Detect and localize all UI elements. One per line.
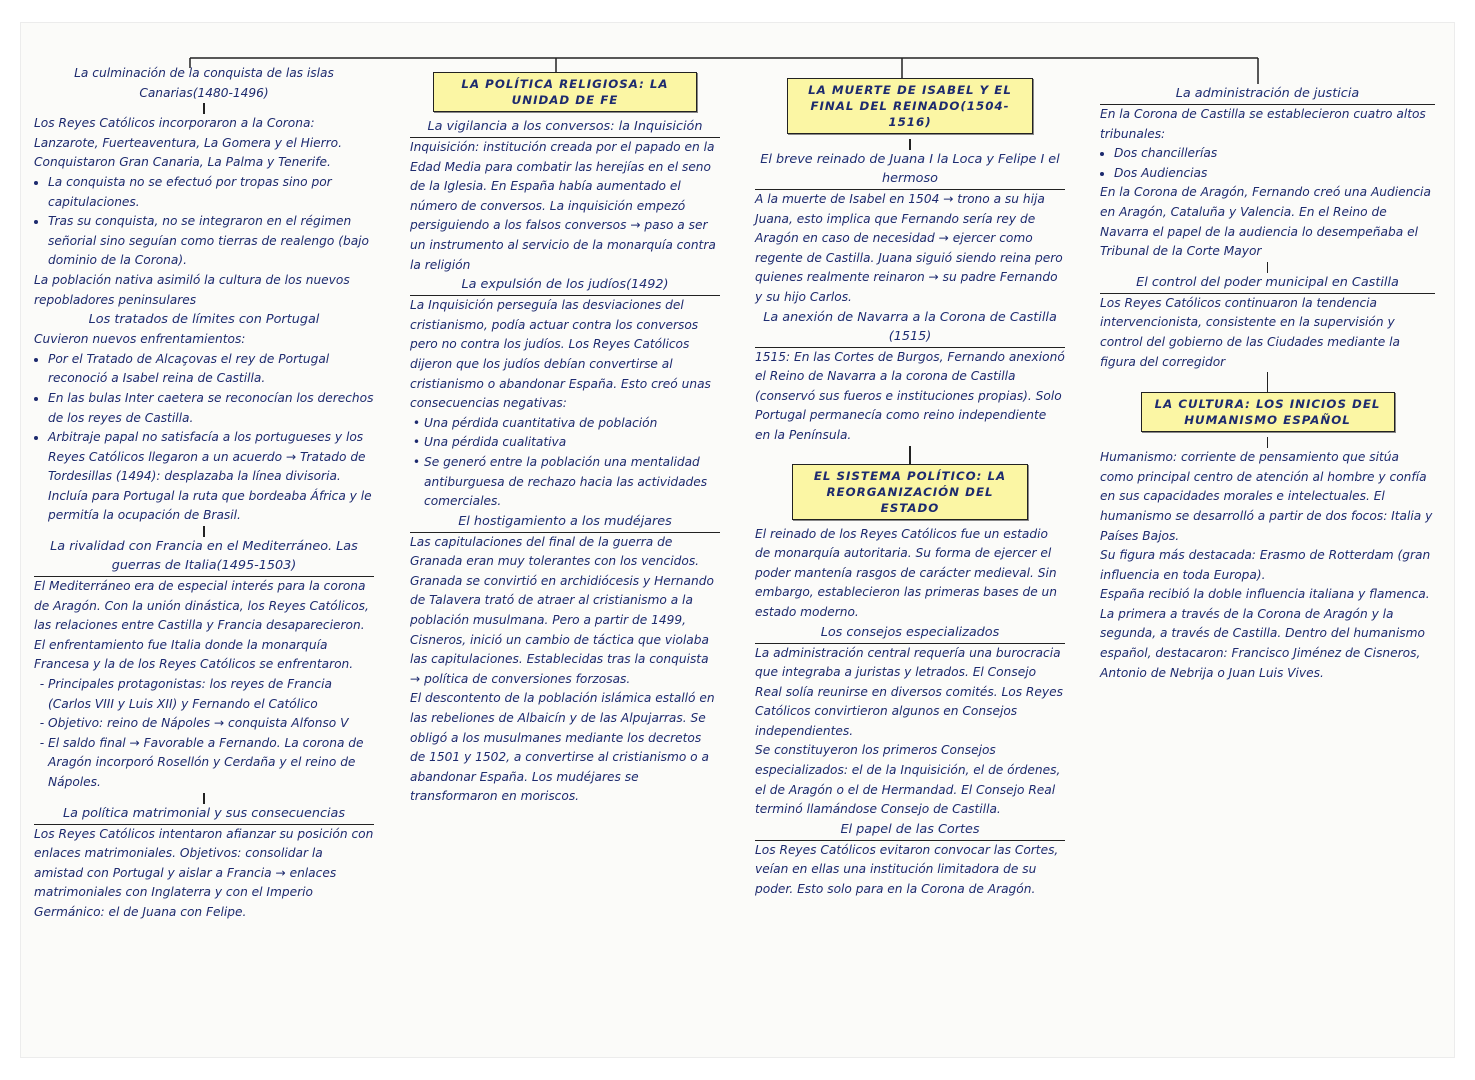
title-box-cultura: LA CULTURA: LOS INICIOS DEL HUMANISMO ESPAÑOL bbox=[1141, 392, 1395, 432]
paragraph: El reinado de los Reyes Católicos fue un estadio de monarquía autoritaria. Su forma de ejercer el poder mantenía rasgos de carácter medieval. Sin embargo, establecieron las primeras bases de un estado moderno. bbox=[755, 526, 1058, 619]
paragraph: Inquisición: institución creada por el papado en la Edad Media para combatir las herejías en el seno de la Iglesia. En España había aumentado el número de conversos. La inquisición empezó persiguiendo a los falsos conversos → paso a ser un instrumento al servicio de la monarquía contra la religión bbox=[410, 140, 716, 272]
paragraph: Las capitulaciones del final de la guerra de Granada eran muy tolerantes con los vencidos. Granada se convirtió en archidiócesis y Hernando de Talavera trató de atraer al cristianismo a la población musulmana. Pero a partir de 1499, Cisneros, inició un cambio de táctica que violaba las capitulaciones. Establecidas tras la conquista → política de conversiones forzosas. bbox=[410, 534, 714, 686]
connector bbox=[203, 103, 204, 114]
column-3 bbox=[755, 78, 1065, 900]
column-1 bbox=[34, 64, 374, 923]
list-item: • Por el Tratado de Alcaçovas el rey de Portugal reconoció a Isabel reina de Castilla. bbox=[48, 350, 374, 389]
paragraph: A la muerte de Isabel en 1504 → trono a su hija Juana, esto implica que Fernando sería rey de Aragón en caso de necesidad → ejercer como regente de Castilla. Juana siguió siendo reina pero quienes realmente reinaron → su padre Fernando y su hijo Carlos. bbox=[755, 192, 1063, 304]
subheading-poder-municipal: El control del poder municipal en Castilla bbox=[1100, 273, 1435, 294]
list-item: • Una pérdida cualitativa bbox=[424, 433, 720, 453]
paragraph: La Inquisición perseguía las desviaciones del cristianismo, podía actuar contra los conversos pero no contra los judíos. Los Reyes Católicos dijeron que los judíos debían convertirse al cristianismo o abandonar España. Esto creó unas consecuencias negativas: bbox=[410, 298, 711, 411]
list-item: • Arbitraje papal no satisfacía a los portugueses y los Reyes Católicos llegaron a un acuerdo → Tratado de Tordesillas (1494): desplazaba la línea divisoria. Incluía para Portugal la ruta que bordeaba África y le permitía la ocupación de Brasil. bbox=[48, 428, 374, 526]
title-box-politica-religiosa: LA POLÍTICA RELIGIOSA: LA UNIDAD DE FE bbox=[433, 72, 697, 112]
list-item: • La conquista no se efectuó por tropas sino por capitulaciones. bbox=[48, 173, 374, 212]
paragraph: El descontento de la población islámica estalló en las rebeliones de Albaicín y de las Alpujarras. Se obligó a los musulmanes mediante los decretos de 1501 y 1502, a convertirse al cristianismo o a abandonar España. Los mudéjares se transformaron en moriscos. bbox=[410, 691, 715, 804]
list-item: • Dos Audiencias bbox=[1114, 164, 1435, 184]
subheading-matrimonial: La política matrimonial y sus consecuencias bbox=[34, 804, 374, 825]
paragraph: El Mediterráneo era de especial interés para la corona de Aragón. Con la unión dinástica, los Reyes Católicos, las relaciones entre Castilla y Francia desaparecieron. El enfrentamiento fue Italia donde la monarquía Francesa y la de los Reyes Católicos se enfrentaron. bbox=[34, 579, 369, 672]
subheading-navarra: La anexión de Navarra a la Corona de Castilla (1515) bbox=[755, 308, 1065, 348]
paragraph: Humanismo: corriente de pensamiento que sitúa como principal centro de atención al hombre y confía en sus capacidades morales e intelectuales. El humanismo se desarrolló a partir de dos focos: Italia y Países Bajos. bbox=[1100, 450, 1433, 543]
paragraph: En la Corona de Aragón, Fernando creó una Audiencia en Aragón, Cataluña y Valencia. En el Reino de Navarra el papel de la audiencia lo desempeñaba el Tribunal de la Corte Mayor bbox=[1100, 185, 1431, 259]
list-item: - El saldo final → Favorable a Fernando. La corona de Aragón incorporó Rosellón y Cerdaña y el reino de Nápoles. bbox=[48, 734, 374, 793]
list-item: • Dos chancillerías bbox=[1114, 144, 1435, 164]
connector bbox=[203, 793, 204, 804]
subheading-vigilancia: La vigilancia a los conversos: la Inquisición bbox=[410, 117, 720, 138]
paragraph: Los Reyes Católicos continuaron la tendencia intervencionista, consistente en la supervisión y control del gobierno de las Ciudades mediante la figura del corregidor bbox=[1100, 295, 1400, 369]
subheading-reinado-juana: El breve reinado de Juana I la Loca y Felipe I el hermoso bbox=[755, 150, 1065, 190]
subheading-justicia: La administración de justicia bbox=[1100, 84, 1435, 105]
subheading-expulsion: La expulsión de los judíos(1492) bbox=[410, 275, 720, 296]
paragraph: España recibió la doble influencia italiana y flamenca. La primera a través de la Corona de Aragón y la segunda, a través de Castilla. Dentro del humanismo español, destacaron: Francisco Jiménez de Cisneros, Antonio de Nebrija o Juan Luis Vives. bbox=[1100, 587, 1430, 680]
list-item: • Una pérdida cuantitativa de población bbox=[424, 414, 720, 434]
heading-islas: La culminación de la conquista de las islas Canarias(1480-1496) bbox=[74, 66, 334, 100]
subheading-francia: La rivalidad con Francia en el Mediterráneo. Las guerras de Italia(1495-1503) bbox=[34, 537, 374, 577]
connector bbox=[1267, 437, 1268, 448]
column-2 bbox=[410, 72, 720, 807]
list-item: - Principales protagonistas: los reyes de Francia (Carlos VIII y Luis XII) y Fernando el Católico bbox=[48, 675, 374, 714]
paragraph: Los Reyes Católicos evitaron convocar las Cortes, veían en ellas una institución limitadora de su poder. Esto solo para en la Corona de Aragón. bbox=[755, 842, 1059, 897]
paragraph: Se constituyeron los primeros Consejos especializados: el de la Inquisición, el de órdenes, el de Aragón o el de Hermandad. El Consejo Real terminó llamándose Consejo de Castilla. bbox=[755, 743, 1061, 817]
subheading-consejos: Los consejos especializados bbox=[755, 623, 1065, 644]
subheading-mudejares: El hostigamiento a los mudéjares bbox=[410, 512, 720, 533]
paragraph: Su figura más destacada: Erasmo de Rotterdam (gran influencia en toda Europa). bbox=[1100, 548, 1431, 582]
list-item: • En las bulas Inter caetera se reconocían los derechos de los reyes de Castilla. bbox=[48, 389, 374, 428]
paragraph: La administración central requería una burocracia que integraba a juristas y letrados. El Consejo Real solía reunirse en diversos comités. Los Reyes Católicos convirtieron algunos en Consejos independientes. bbox=[755, 645, 1063, 738]
subheading-tratados: Los tratados de límites con Portugal bbox=[88, 312, 320, 328]
column-4 bbox=[1100, 84, 1435, 683]
list-item: - Objetivo: reino de Nápoles → conquista Alfonso V bbox=[48, 714, 374, 734]
list-item: • Se generó entre la población una mentalidad antiburguesa de rechazo hacia las actividades comerciales. bbox=[424, 453, 720, 512]
paragraph: Los Reyes Católicos incorporaron a la Corona: Lanzarote, Fuerteaventura, La Gomera y el Hierro. Conquistaron Gran Canaria, La Palma y Tenerife. bbox=[34, 116, 343, 170]
connector bbox=[1267, 372, 1268, 392]
connector bbox=[203, 526, 204, 537]
paragraph: Cuvieron nuevos enfrentamientos: bbox=[34, 332, 246, 347]
paragraph: En la Corona de Castilla se establecieron cuatro altos tribunales: bbox=[1100, 107, 1426, 141]
list-item: • Tras su conquista, no se integraron en el régimen señorial sino seguían como tierras de realengo (bajo dominio de la Corona). bbox=[48, 212, 374, 271]
title-box-sistema-politico: EL SISTEMA POLÍTICO: LA REORGANIZACIÓN DEL ESTADO bbox=[792, 464, 1028, 520]
paragraph: Los Reyes Católicos intentaron afianzar su posición con enlaces matrimoniales. Objetivos: consolidar la amistad con Portugal y aislar a Francia → enlaces matrimoniales con Inglaterra y con el Imperio Germánico: el de Juana con Felipe. bbox=[34, 826, 374, 919]
connector bbox=[1267, 262, 1268, 273]
title-box-muerte-isabel: LA MUERTE DE ISABEL Y EL FINAL DEL REINADO(1504-1516) bbox=[787, 78, 1033, 134]
paragraph: 1515: En las Cortes de Burgos, Fernando anexionó el Reino de Navarra a la corona de Castilla (conservó sus fueros e instituciones propias). Solo Portugal permanecía como reino independiente en la Península. bbox=[755, 349, 1065, 442]
paragraph: La población nativa asimiló la cultura de los nuevos repobladores peninsulares bbox=[34, 272, 350, 307]
connector bbox=[909, 139, 910, 150]
subheading-cortes: El papel de las Cortes bbox=[755, 820, 1065, 841]
connector bbox=[909, 446, 910, 464]
